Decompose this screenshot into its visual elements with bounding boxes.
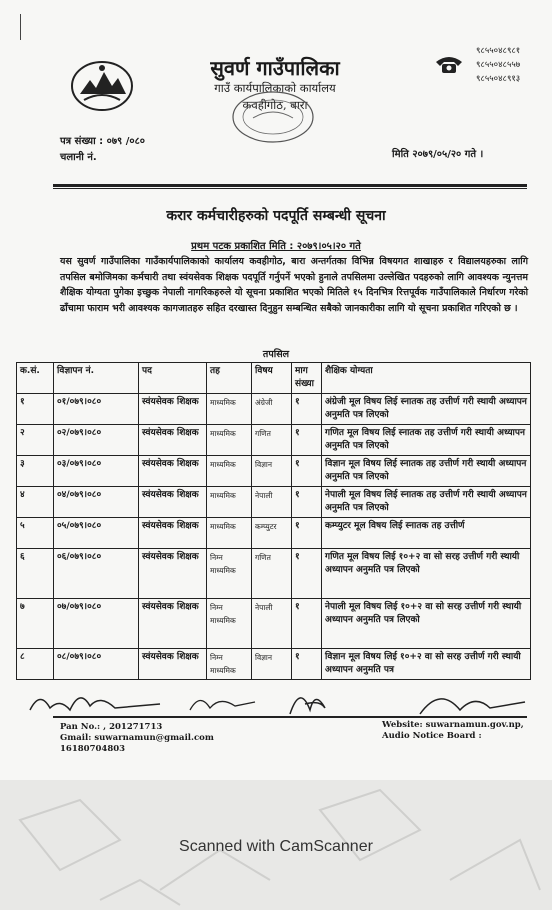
dispatch-number: चलानी नं. <box>60 152 97 163</box>
header-divider <box>53 184 527 187</box>
table-cell: ०५/०७९।०८० <box>54 518 139 549</box>
table-cell: स्वंयसेवक शिक्षक <box>139 599 207 649</box>
positions-table <box>16 362 531 680</box>
footer-web <box>382 720 524 742</box>
schedule-heading: तपसिल <box>262 349 290 360</box>
table-cell: १ <box>292 518 322 549</box>
scan-artifact-line <box>20 14 21 40</box>
table-cell: गणित <box>252 549 292 599</box>
table-cell: माध्यमिक <box>207 425 252 456</box>
table-cell: ०७/०७९।०८० <box>54 599 139 649</box>
audio-notice-board: Audio Notice Board : <box>382 731 482 741</box>
table-cell: कम्प्युटर मूल विषय लिई स्नातक तह उत्तीर्ण <box>322 518 531 549</box>
column-header: माग संख्या <box>292 363 322 394</box>
table-cell: नेपाली <box>252 599 292 649</box>
table-cell: १ <box>292 599 322 649</box>
gmail-address: Gmail: suwarnamun@gmail.com <box>60 733 214 743</box>
table-cell: ७ <box>17 599 54 649</box>
table-cell: नेपाली मूल विषय लिई १०+२ वा सो सरह उत्तीर्ण गरी स्थायी अध्यापन अनुमति पत्र लिएको <box>322 599 531 649</box>
phone-number: ९८५५०४८९८१ <box>476 46 521 56</box>
table-cell: १ <box>292 394 322 425</box>
office-name: गाउँ कार्यपालिकाको कार्यालय <box>214 81 336 95</box>
table-cell: विज्ञान मूल विषय लिई १०+२ वा सो सरह उत्तीर्ण गरी स्थायी अध्यापन अनुमति पत्र <box>322 649 531 680</box>
notice-title: करार कर्मचारीहरुको पदपूर्ति सम्बन्धी सूचना <box>166 208 386 224</box>
table-cell: निम्न माध्यमिक <box>207 549 252 599</box>
table-cell: विज्ञान मूल विषय लिई स्नातक तह उत्तीर्ण गरी स्थायी अध्यापन अनुमति पत्र लिएको <box>322 456 531 487</box>
table-cell: ०४/०७९।०८० <box>54 487 139 518</box>
table-cell: गणित मूल विषय लिई स्नातक तह उत्तीर्ण गरी स्थायी अध्यापन अनुमति पत्र लिएको <box>322 425 531 456</box>
table-cell: निम्न माध्यमिक <box>207 649 252 680</box>
phone-numbers <box>476 44 520 86</box>
table-cell: ०८/०७९।०८० <box>54 649 139 680</box>
table-cell: नेपाली मूल विषय लिई स्नातक तह उत्तीर्ण गरी स्थायी अध्यापन अनुमति पत्र लिएको <box>322 487 531 518</box>
table-cell: ८ <box>17 649 54 680</box>
table-row <box>17 518 531 549</box>
table-cell: ०३/०७९।०८० <box>54 456 139 487</box>
table-cell: माध्यमिक <box>207 487 252 518</box>
table-cell: माध्यमिक <box>207 456 252 487</box>
camscanner-watermark: Scanned with CamScanner <box>179 838 373 855</box>
reference-block <box>60 134 145 166</box>
table-body <box>17 394 531 680</box>
footer-contact <box>60 722 214 755</box>
table-row <box>17 549 531 599</box>
table-cell: अंग्रेजी मूल विषय लिई स्नातक तह उत्तीर्ण गरी स्थायी अध्यापन अनुमति पत्र लिएको <box>322 394 531 425</box>
table-cell: माध्यमिक <box>207 518 252 549</box>
table-row <box>17 456 531 487</box>
table-row <box>17 649 531 680</box>
table-cell: विज्ञान <box>252 649 292 680</box>
footer-divider <box>53 716 527 718</box>
table-cell: अंग्रेजी <box>252 394 292 425</box>
phone-number: ९८५५०४८५५७ <box>476 60 521 70</box>
table-cell: स्वंयसेवक शिक्षक <box>139 487 207 518</box>
notice-body: यस सुवर्ण गाउँपालिका गाउँकार्यपालिकाको कार्यालय कवहीगोठ, बारा अन्तर्गतका विभिन्न विषयगत शाखाहरु र विद्यालयहरुका लागि तपसिल बमोजिमका कर्मचारी तथा स्वंयसेवक शिक्षक पदपूर्ति गर्नुपर्ने भएको हुनाले तपसिलमा उल्लेखित पदहरुको लागि आवश्यक न्युनत्तम शैक्षिक योग्यता पुगेका इच्छुक नेपाली नागरिकहरुले यो सूचना प्रकाशित भएको मितिले १५ दिनभित्र रित्तपूर्वक गाउँपालिकाले निर्धारण गरेको ढाँचामा फाराम भरी आवश्यक कागजातहरु सहित दरखास्त दिनुहुन सम्बन्धित सबैको जानकारीका लागि यो सूचना प्रकाशित गरिएको छ । <box>60 256 528 314</box>
table-cell: १ <box>292 456 322 487</box>
table-cell: २ <box>17 425 54 456</box>
website: Website: suwarnamun.gov.np, <box>382 720 524 730</box>
table-row <box>17 487 531 518</box>
table-cell: स्वंयसेवक शिक्षक <box>139 425 207 456</box>
table-cell: माध्यमिक <box>207 394 252 425</box>
table-cell: कम्प्युटर <box>252 518 292 549</box>
office-location: कवहीगोठ, बारा <box>242 98 308 112</box>
table-cell: नेपाली <box>252 487 292 518</box>
table-cell: स्वंयसेवक शिक्षक <box>139 456 207 487</box>
table-cell: १ <box>292 549 322 599</box>
table-cell: १ <box>292 649 322 680</box>
signatures <box>20 680 540 720</box>
column-header: तह <box>207 363 252 394</box>
table-row <box>17 425 531 456</box>
table-cell: स्वंयसेवक शिक्षक <box>139 549 207 599</box>
table-cell: १ <box>17 394 54 425</box>
column-header: विज्ञापन नं. <box>54 363 139 394</box>
table-cell: १ <box>292 487 322 518</box>
letter-number: पत्र संख्या : ०७९ /०८० <box>60 136 145 147</box>
nepal-emblem-logo <box>70 60 134 112</box>
table-header-row <box>17 363 531 394</box>
table-cell: ५ <box>17 518 54 549</box>
table-cell: ४ <box>17 487 54 518</box>
table-cell: ३ <box>17 456 54 487</box>
table-cell: स्वंयसेवक शिक्षक <box>139 649 207 680</box>
table-cell: स्वंयसेवक शिक्षक <box>139 394 207 425</box>
table-cell: १ <box>292 425 322 456</box>
column-header: विषय <box>252 363 292 394</box>
table-row <box>17 599 531 649</box>
official-stamp <box>228 88 318 146</box>
table-cell: ६ <box>17 549 54 599</box>
table-cell: निम्न माध्यमिक <box>207 599 252 649</box>
header-divider-thin <box>53 188 527 189</box>
pan-number: Pan No.: , 201271713 <box>60 722 163 732</box>
table-row <box>17 394 531 425</box>
table-cell: स्वंयसेवक शिक्षक <box>139 518 207 549</box>
phone-number: ९८५५०४८९१३ <box>476 74 521 84</box>
column-header: शैक्षिक योग्यता <box>322 363 531 394</box>
org-title: सुवर्ण गाउँपालिका <box>210 56 340 80</box>
phone-icon <box>434 54 464 74</box>
table-cell: ०२/०७९।०८० <box>54 425 139 456</box>
contact-number: 16180704803 <box>60 744 126 754</box>
table-cell: विज्ञान <box>252 456 292 487</box>
table-cell: ०६/०७९।०८० <box>54 549 139 599</box>
column-header: क.सं. <box>17 363 54 394</box>
column-header: पद <box>139 363 207 394</box>
table-cell: गणित मूल विषय लिई १०+२ वा सो सरह उत्तीर्ण गरी स्थायी अध्यापन अनुमति पत्र लिएको <box>322 549 531 599</box>
publication-date: प्रथम पटक प्रकाशित मिति : २०७९।०५।२० गते <box>191 241 361 252</box>
table-cell: ०१/०७९।०८० <box>54 394 139 425</box>
letter-date: मिति २०७९/०५/२० गते । <box>392 149 484 160</box>
table-cell: गणित <box>252 425 292 456</box>
